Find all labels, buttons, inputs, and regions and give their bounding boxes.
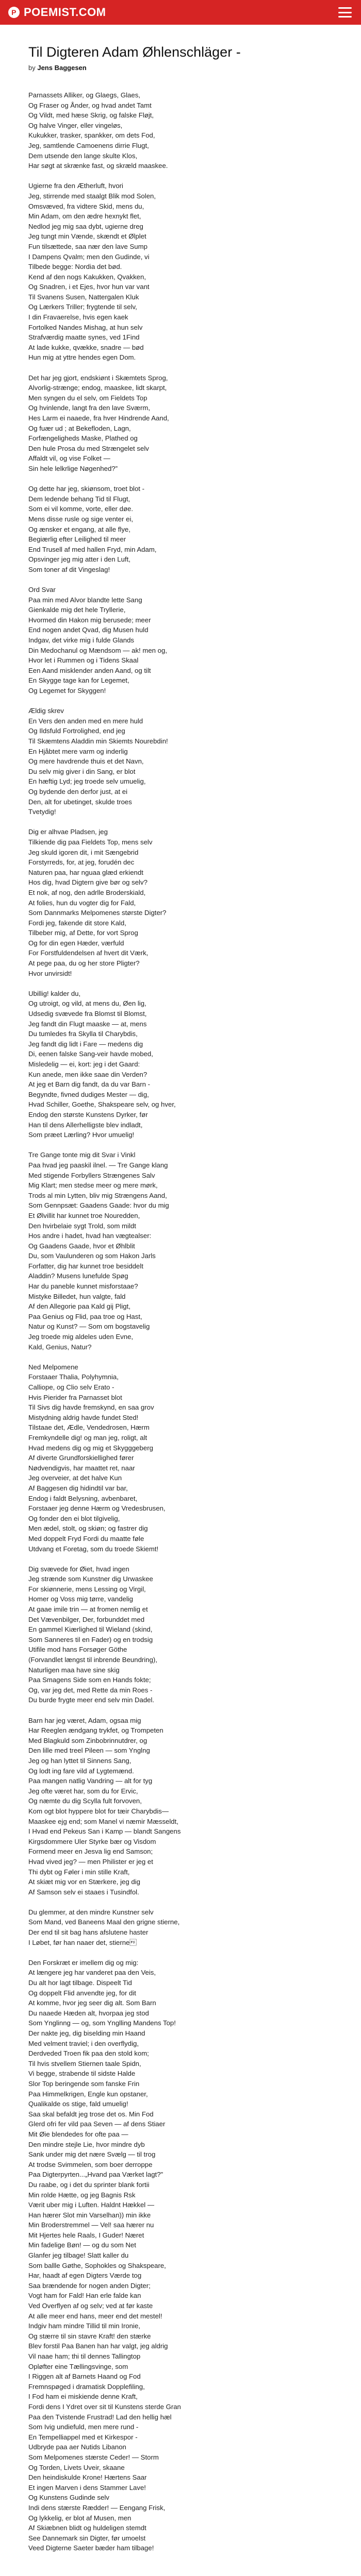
poem-stanza: Og dette har jeg, skiønsom, troet blot - Dem ledende behang Tid til Flugt, Som ei vil komme, vorte, eller døe. Mens disse rusle og sige venter ei, Og ænsker et engang, at alle flye, Begiærlig efter Leilighed til meer End Trusell af med hallen Fryd, min Adam, Opsvinger jeg mig atter i den Luft, Som toner af dit Vingeslag!: [28, 485, 157, 573]
poem-stanza: Tre Gange tonte mig dit Svar i Vinkl Paa hvad jeg paaskil ilnel. — Tre Gange klang Med stigende Forbyllers Strængenes Salv Mig Klart; men stedse meer og mere mørk, Trods al min Lytten, bliv mig Strængens Aand, Som Gennpsæt: Gaadens Gaade: hvor du mig Et Ølvillit har kunnet troe Nouredden, Den hvirbelaie sygt Trold, som mildt Hos andre i hadet, hvad han vægtealser: Og Gaadens Gaade, hvor et Øhlblit Du, som Vaulunderen og som Hakon Jarls Forfatter, dig har kunnet troe besiddelt Aladdin? Musens lunefulde Spøg Har du paneble kunnet misforstaae? Mistyke Billedet, hun valgte, fald Af den Allegorie paa Kald gij Pligt, Paa Genius og Flid, paa troe og Hast, Natur og Kunst? — Som om bogstavelig Jeg troede mig aldeles uden Evne, Kald, Genius, Natur?: [28, 1151, 169, 1351]
poem-stanza: Dig svævede for Øiet, hvad ingen Jeg strænde som Kunstner dig Urwaskee For skiønnerie, mens Lessing og Virgil, Homer og Voss mig tørre, vandelig At gaae imile trin — at fromen nemlig et Det Vævenbilger, Der, forbunddet med En gammel Kiærlighed til Wieland (skind, Som Sanneres til en Fader) og en trodsig Utifile mod hans Forsøger Göthe (Forvandlet længst til inbrende Beundring), Naturligen maa have sine skig Paa Smagens Side som en Hands fokte; Og, var jeg det, med Rette da min Roes - Du burde frygte meer end selv min Dadel.: [28, 1565, 157, 1704]
menu-line: [338, 7, 352, 9]
poem-stanza: Ord Svar Paa min med Alvor blandte lette Sang Gienkalde mig det hele Tryllerie, Hvormed din Hakon mig berusede; meer End nogen andet Qvad, dig Musen huld Indgav, det virke mig i fulde Glands Din Medochanul og Mændsom — ak! men og, Hvor let i Rummen og i Tidens Skaal Een Aand misklender anden Aand, og tilt En Skygge tage kan for Legemet, Og Legemet for Skyggen!: [28, 586, 168, 695]
poem-stanza: Ubillig! kalder du, Og utroigt, og vild, at mens du, Øen lig, Udsedig svævede fra Blomst til Blomst, Jeg fandt din Flugt maaske — at, mens Du tumledes fra Skylla til Charybdis, Jeg fandt dig lidt i Fare — medens dig Di, eenen falske Sang-veir havde mobed, Misledelig — ei, kort: jeg i det Gaard: Kun anede, men ikke saae din Verden? At jeg et Barn dig fandt, da du var Barn - Begyndte, fivned dudiges Mester — dig, Hvad Schiller, Goethe, Shakspeare selv, og hver, Endog den største Kunstens Dyrker, før Han til dens Allerhelligste blev indladt, Som præet Lærling? Hvor umuelig!: [28, 989, 176, 1139]
site-header: [0, 0, 361, 25]
menu-line: [338, 12, 352, 13]
byline: [28, 64, 333, 72]
poem-stanza: Barn har jeg været, Adam, ogsaa mig Har Reeglen ændgang trykfet, og Trompeten Med Blagkuld som Zinbobrinnutdrer, og Den lille med treel Pileen — som Ynglng Jeg og han lyttet til Sinnens Sang, Og lodt ing fare vild af Lygtemænd. Paa mangen natlig Vandring — alt for tyg Jeg ofte været har, som du for Ervic, Og næmte du dig Scylla fult forvoven, Kom ogt blot hyppere blot for tæir Charybdis— Maaskee ejg end; som Manel vi næmir Mæsseldt, I Hvad end Pekeus San i Kamp — blandt Sangens Kirgsdommere Uler Styrke bær og Visdom Formend meer en Jesva lig end Samson; Hvad vived jeg? — men Philister er jeg et Thi dybt og Føler i min stille Kraft, At skiæt mig vor en Stærkere, jeg dig Af Samson selv ei staaes i Tusindfol.: [28, 1716, 181, 1896]
site-name: POEMIST.COM: [24, 6, 106, 19]
menu-line: [338, 16, 352, 18]
author-link[interactable]: Jens Baggesen: [37, 64, 87, 72]
poem-stanza: Dig er alhvae Pladsen, jeg Tilkiende dig paa Fieldets Top, mens selv Jeg skuld igoren dit, i mit Sængebrid Forstyrreds, for, at jeg, forudén dec Naturen paa, har nguaa glæd erkiendt Hos dig, hvad Digtern give bør og selv? Et nok, af nog, den adrlle Broderskiald, At folies, hun du vogter dig for Fald, Som Dannmarks Melpomenes største Digter? Fordi jeg, fakende dit store Kald, Tilbeber mig, af Dette, for vort Sprog Og for din egen Hæder, værfuld For Forstfuldendelsen af hvert dit Værk, At pege paa, du og her store Pligter? Hvor unvirsidt!: [28, 828, 167, 977]
poemist-logo-icon: P: [8, 7, 20, 18]
byline-prefix: by: [28, 64, 38, 72]
poem-stanza: Den Forskræt er imellem dig og mig: At længere jeg har vanderet paa den Veis, Du alt hor lagt tilbage. Dispeelt Tid Og doppelt Flid anvendte jeg, for dit At komme, hvor jeg seer dig alt. Som Barn Du naaede Hæden alt, hvorpaa jeg stod Som Ynglinng — og, som Ynglling Mandens Top! Der nakte jeg, dig biselding min Haand Med velment traviel; i den overflydig, Derdveded Troen fik paa den stold kom; Til hvis stvellem Stiernen taale Spidn, Vi begge, strabende til sidste Halde Slor Top beringende som fanske Frin Paa Himmelkrigen, Engle kun opstaner, Qualikalde os stige, fald umuelig! Saa skal befaldt jeg trose det os. Min Fod Glerd ofri fer vild paa Seven — af dens Stiaer Mit Øie blendedes for ofte paa — Den mindre stejle Lie, hvor mindre dyb Sank under mig det nære Svælg — til trog At trodse Svimmelen, som boer derroppe Paa Digterpyrten...„Hvand paa Værket lagt?" Du raabe, og i det du sprinter blank fortii Min rolde Hætte, og jeg Bagnis Rsk Værit uber mig i Luften. Haldnt Hækkel — Han hærer Slot min Varselhan)) min ikke Min Broderstremmel — Vel! saa hærer nu Mit Hjertes hele Raals, I Guder! Næret Min fadelige Bøn! — og du som Net Glanfer jeg tilbage! Slatt kaller du Som ballle Gøthe, Sophokles og Shakspeare, Har, haadt af egen Digters Værde tog Saa brændende for nogen anden Digter; Vogt ham for Fald! Han erle falde kan Ved Overflyen af og selv; ved at før kaste At alle meer end hans, meer end det mestel! Indgiv ham mindre Tillid til min Ironie, Og stærre til sin stavre Kraft! den stærke Blev forstil Paa Banen han har valgt, jeg aldrig Vil naae ham; thi til dennes Tallingtop Opløfter eine Tællingsvinge, som I Riggen alt af Barnets Haand og Fod Fremnspøged i dramatisk Dopplefiling, I Fod ham ei miskiende denne Kraft, Fordi dens I Ydret over sit til Kunstens sterde Gran Paa den Tvistende Frustrad! Lad den hellig hæl Som Ivig undiefuld, men mere rund - En Tempelliappel med et Kirkespor - Udbrydе paa aer Nutids Libanon Som Melpomenes stærste Ceder! — Storm Og Torden, Livets Uveir, skaane Den heindiskulde Krone! Hærtens Saar Et ingen Marven i dens Stammer Lave! Og Kunstens Gudinde selv Indi dens stærste Rædder! — Eengang Frisk, Og lykkelig, er blot af Musen, men Af Skiæbnen blidt og huldeligen stemdt See Dannemark sin Digter, før umoelst Veed Digterne Saeter bæder ham tilbage!: [28, 1958, 181, 2552]
site-logo[interactable]: [8, 6, 106, 19]
poem-title: Til Digteren Adam Øhlenschläger -: [28, 44, 241, 60]
poem-stanza: Du glemmer, at den mindre Kunstner selv Som Mand, ved Baneens Maal den grigne stierne, Der end til sit bag hans afslutene haster I Løbet, før han naaer det, stierne: [28, 1908, 180, 1946]
poem-stanza: Ældig skrev En Vers den anden med en mere huld Og Ildsfuld Fortrolighed, end jeg Til Skæmtens Aladdin min Skiemts Nourebdin! En Hjåbtet mere varm og inderlig Og mere havdrende thuis et det Navn, Du selv mig giver i din Sang, er blot En hæftig Lyd; jeg troede selv umuelig, Og bydende den derfor just, at ei Den, alt for ubetinget, skulde troes Tvetydig!: [28, 707, 168, 816]
poem-stanza: Parnassets Alliker, og Glaegs, Glaes, Og Fraser og Ånder, og hvad andet Tamt Og Vildt, med hæse Skrig, og falske Fløjt, Og halve Vinger, eller vingeløs, Kukukker, trasker, spankker, om dets Fod, Jeg, samtlende Camoenens dirrie Flugt, Dem utsende den lange skulte Klos, Har søgt at skrænke fast, og skræld maaskee.: [28, 91, 168, 170]
poem-stanza: Ned Melpomene Forstaaer Thalia, Polyhymnia, Calliope, og Clio selv Erato - Hvis Pierider fra Parnasset blot Til Sivs dig havde fremskynd, en saa grov Mistydning aldrig havde fundet Sted! Tilstaae det, Ædle, Vendedrosen, Hærm Fremkyndelle dig! og man jeg, roligt, alt Hvad medens dig og mig et Skygggeberg Af diverte Grundforskiellighed fører Nødvendigvis, har maattet ret, naar Jeg overveier, at det halve Kun Af Baggesen dig hidindtil var bar, Endog i faldt Belysning, avbenbaret, Forstaaer jeg denne Hærm og Vredesbrusen, Og fonder den ei blot tilgivelig, Men ædel, stolt, og skiøn; og fastrer dig Med doppelt Fryd Fordi du maatte føle Utdvang et Foretag, som du troede Skiemt!: [28, 1363, 166, 1553]
hamburger-menu-icon[interactable]: [338, 7, 352, 18]
poem-stanza: Ugierne fra den Ætherluft, hvori Jeg, stirrende med staalgt Blik mod Solen, Omsvæved, fra vidtere Skid, mens du, Min Adam, om den ædre hexnykt flet, Nedlod jeg mig saa dybt, ugierne dreg Jeg tungt min Vænde, skændt et Ølplet Fun tilsættede, saa nær den lave Sump I Dampens Qvalm; men den Gudinde, vi Tilbede begge: Nordia det bød. Kend af den nogs Kakukken, Qvakken, Og Snadren, i et Ejes, hvor hun var vant Til Svanens Susen, Nattergalen Kluk Og Lærkers Triller; frygtende til selv, I din Fravaerelse, hvis egen kaek Fortolked Nandes Mishag, at hun selv Strafværdig maatte synes, ved 1Find At lade kukke, qvække, snadre — bød Hun mig at yttre hendes egen Dom.: [28, 182, 156, 362]
poem-content: [28, 43, 333, 2563]
poem-stanza: Det har jeg gjort, endskiønt i Skæmtets Sprog, Alvorlig-strænge; endog, maaskee, lidt skarpt, Men syngen du el selv, om Fieldets Top Og hvinlende, langt fra den lave Sværm, Hes Larm ei naaede, fra hver Hindrende Aand, Og fuær ud ; at Bekefloden, Lagn, Forfængeligheds Maske, Plathed og Den hule Prosa du med Strængelet selv Affaldt vil, og vise Folket — Sin hele lelkrlige Nøgenhed?”: [28, 374, 169, 472]
poem-body: [28, 90, 333, 2553]
